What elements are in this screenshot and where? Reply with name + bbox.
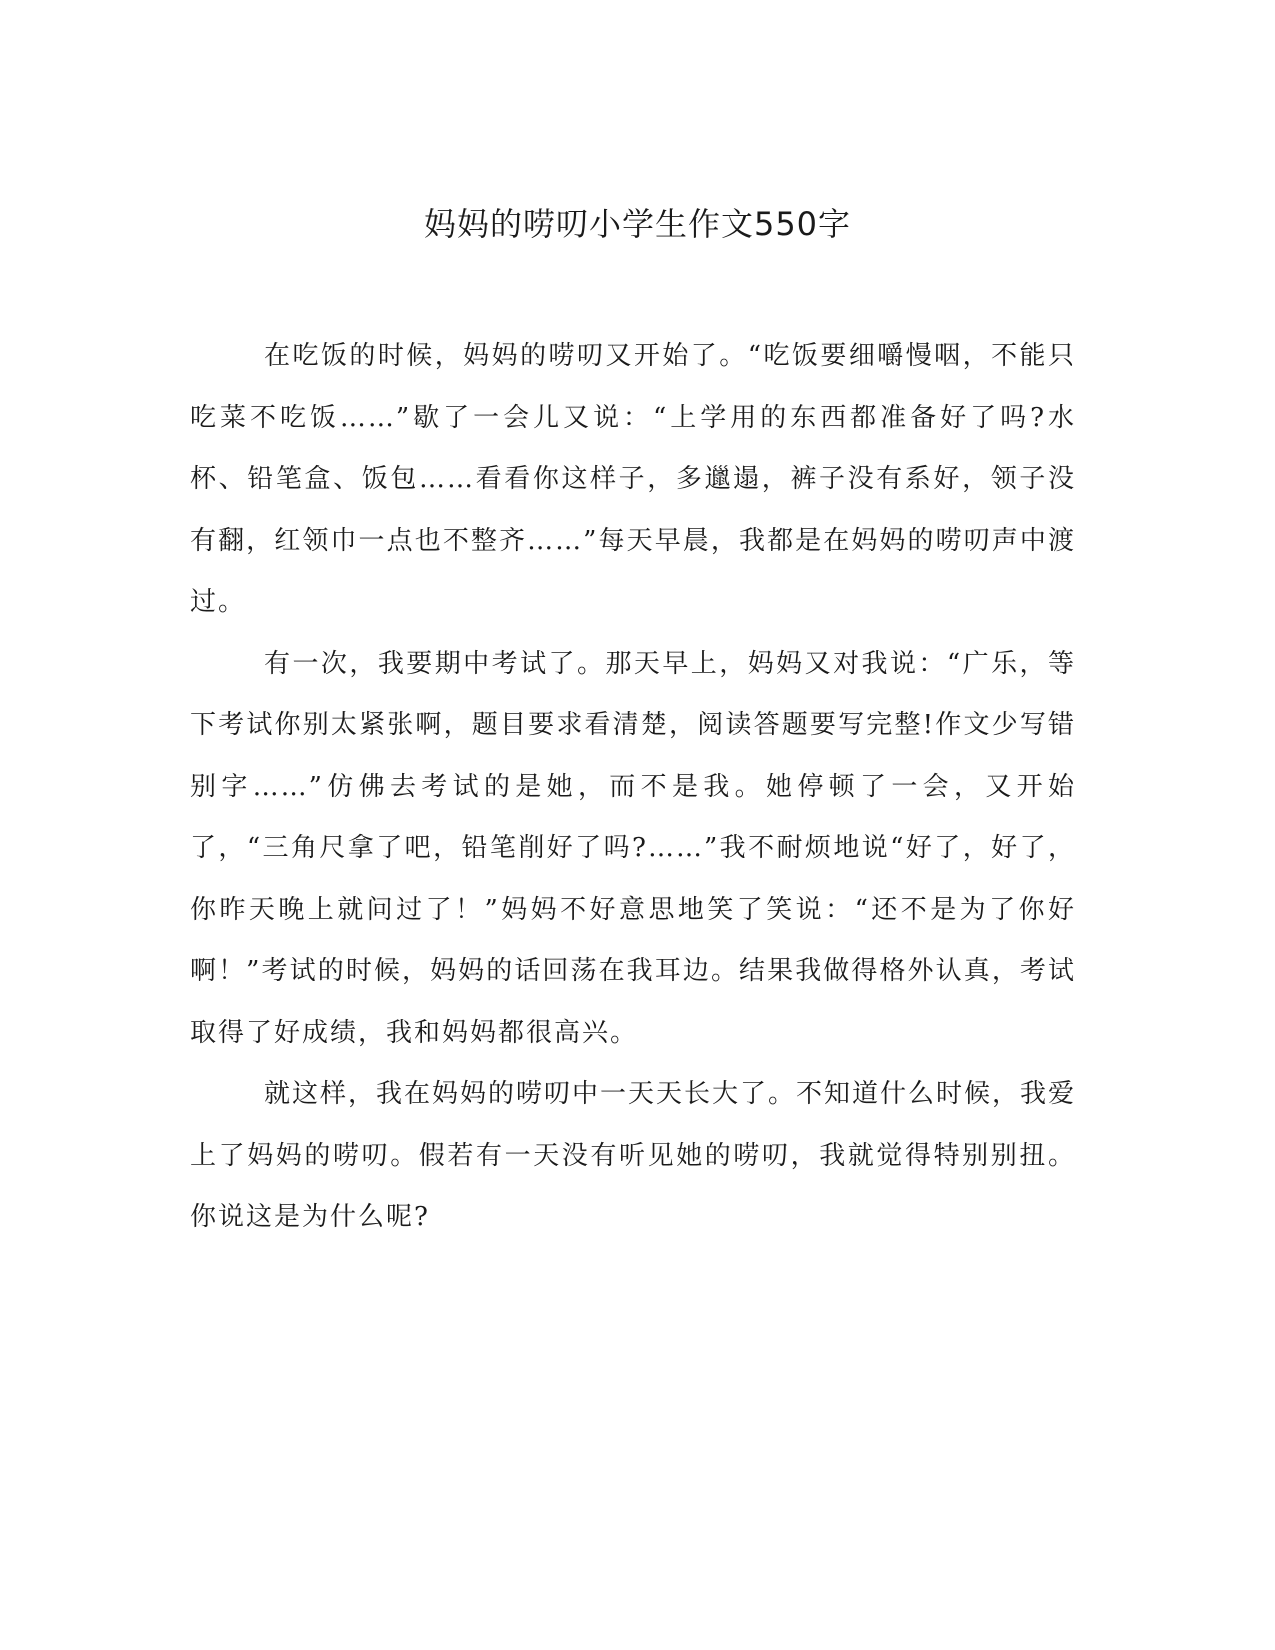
document-body [190,326,1076,1249]
paragraph-1: 在吃饭的时候，妈妈的唠叨又开始了。“吃饭要细嚼慢咽，不能只吃菜不吃饭……”歇了一会儿又说：“上学用的东西都准备好了吗?水杯、铅笔盒、饭包……看看你这样子，多邋遢，裤子没有系好，领子没有翻，红领巾一点也不整齐……”每天早晨，我都是在妈妈的唠叨声中渡过。 [190,341,1076,617]
document-title: 妈妈的唠叨小学生作文550字 [423,205,852,243]
paragraph-2: 有一次，我要期中考试了。那天早上，妈妈又对我说：“广乐，等下考试你别太紧张啊，题目要求看清楚，阅读答题要写完整!作文少写错别字……”仿佛去考试的是她，而不是我。她停顿了一会，又开始了，“三角尺拿了吧，铅笔削好了吗?……”我不耐烦地说“好了，好了，你昨天晚上就问过了！”妈妈不好意思地笑了笑说：“还不是为了你好啊！”考试的时候，妈妈的话回荡在我耳边。结果我做得格外认真，考试取得了好成绩，我和妈妈都很高兴。 [190,648,1076,1048]
paragraph-3: 就这样，我在妈妈的唠叨中一天天长大了。不知道什么时候，我爱上了妈妈的唠叨。假若有一天没有听见她的唠叨，我就觉得特别别扭。你说这是为什么呢? [190,1079,1077,1232]
